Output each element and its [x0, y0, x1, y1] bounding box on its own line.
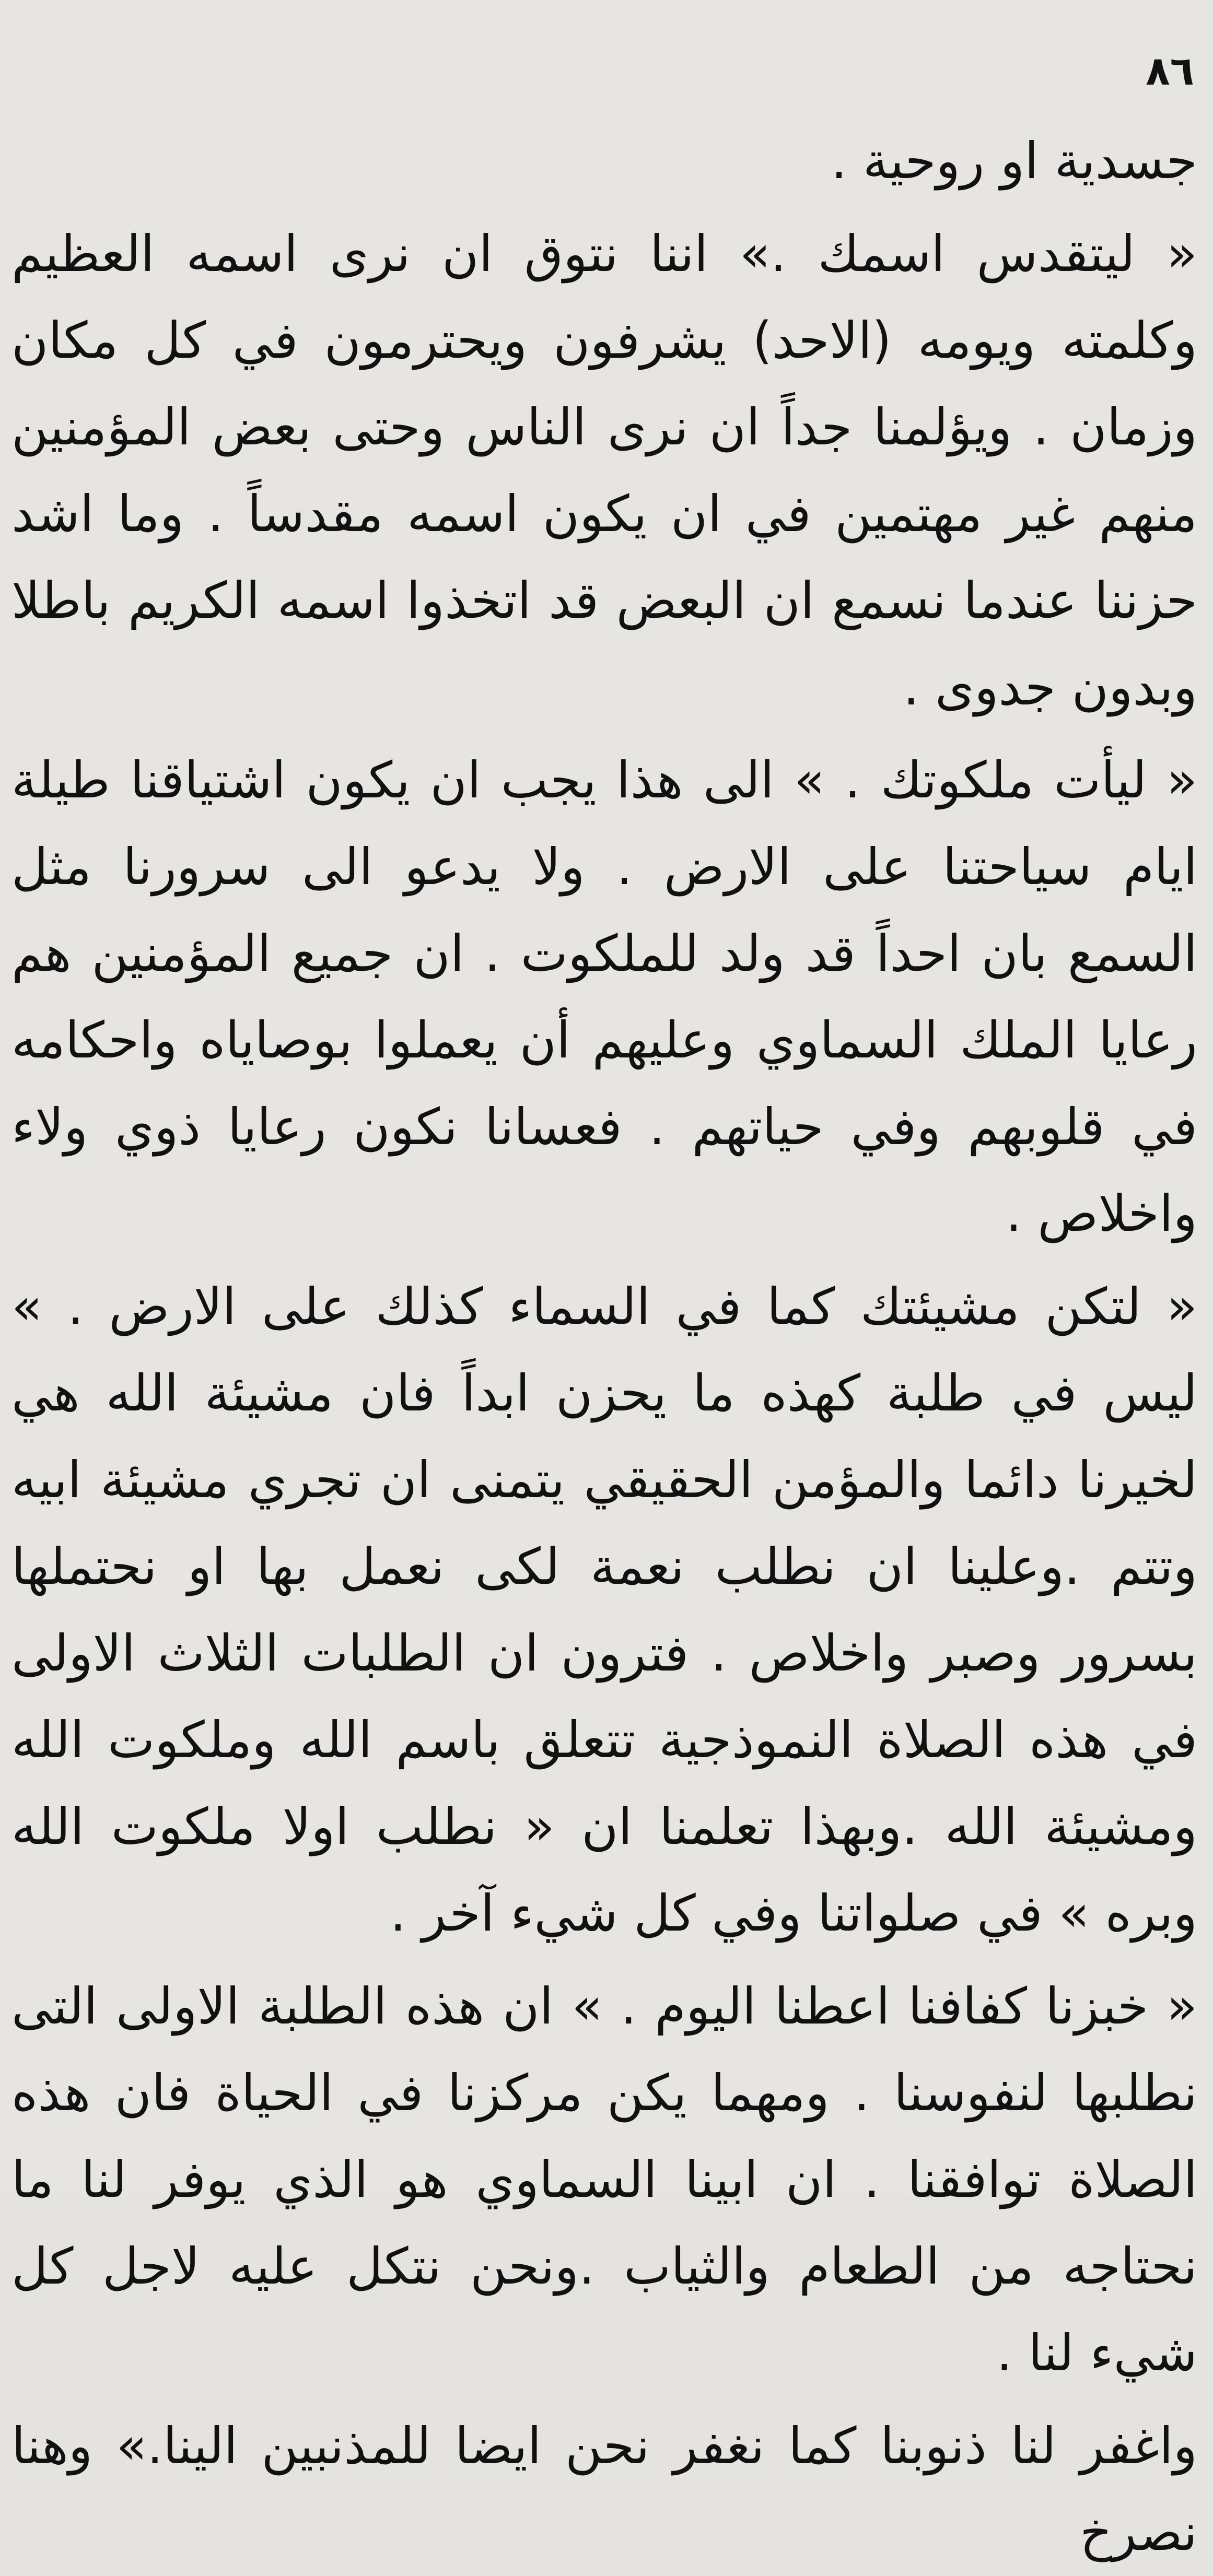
paragraph-5: « خبزنا كفافنا اعطنا اليوم . » ان هذه الطلبة الاولى التى نطلبها لنفوسنا . ومهما يكن مركزنا في الحياة فان هذه الصلاة توافقنا . ان ابينا السماوي هو الذي يوفر لنا ما نحتاجه من الطعام والثياب .ونحن نتكل عليه لاجل كل شيء لنا .: [11, 1977, 1197, 2382]
paragraph-4: « لتكن مشيئتك كما في السماء كذلك على الارض . » ليس في طلبة كهذه ما يحزن ابداً فان مشيئة الله هي لخيرنا دائما والمؤمن الحقيقي يتمنى ان تجري مشيئة ابيه وتتم .وعلينا ان نطلب نعمة لكى نعمل بها او نحتملها بسرور وصبر واخلاص . فترون ان الطلبات الثلاث الاولى في هذه الصلاة النموذجية تتعلق باسم الله وملكوت الله ومشيئة الله .وبهذا تعلمنا ان « نطلب اولا ملكوت الله وبره » في صلواتنا وفي كل شيء آخر .: [11, 1277, 1197, 1943]
paragraph-2: « ليتقدس اسمك .» اننا نتوق ان نرى اسمه العظيم وكلمته ويومه (الاحد) يشرفون ويحترمون في كل مكان وزمان . ويؤلمنا جداً ان نرى الناس وحتى بعض المؤمنين منهم غير مهتمين في ان يكون اسمه مقدساً . وما اشد حزننا عندما نسمع ان البعض قد اتخذوا اسمه الكريم باطلا وبدون جدوى .: [11, 225, 1197, 716]
paragraph-3: « ليأت ملكوتك . » الى هذا يجب ان يكون اشتياقنا طيلة ايام سياحتنا على الارض . ولا يدعو الى سرورنا مثل السمع بان احداً قد ولد للملكوت . ان جميع المؤمنين هم رعايا الملك السماوي وعليهم أن يعملوا بوصاياه واحكامه في قلوبهم وفي حياتهم . فعسانا نكون رعايا ذوي ولاء واخلاص .: [11, 751, 1197, 1243]
paragraph-gap: [11, 1257, 1197, 1263]
paragraph-gap: [11, 731, 1197, 737]
page-text: [11, 117, 1197, 2576]
page-number: ٨٦: [1146, 48, 1194, 94]
paragraph-6: واغفر لنا ذنوبنا كما نغفر نحن ايضا للمذنبين الينا.» وهنا نصرخ: [11, 2417, 1197, 2562]
paragraph-1: جسدية او روحية .: [831, 132, 1197, 190]
paragraph-gap: [11, 1957, 1197, 1963]
paragraph-gap: [11, 2396, 1197, 2403]
paragraph-gap: [11, 204, 1197, 210]
